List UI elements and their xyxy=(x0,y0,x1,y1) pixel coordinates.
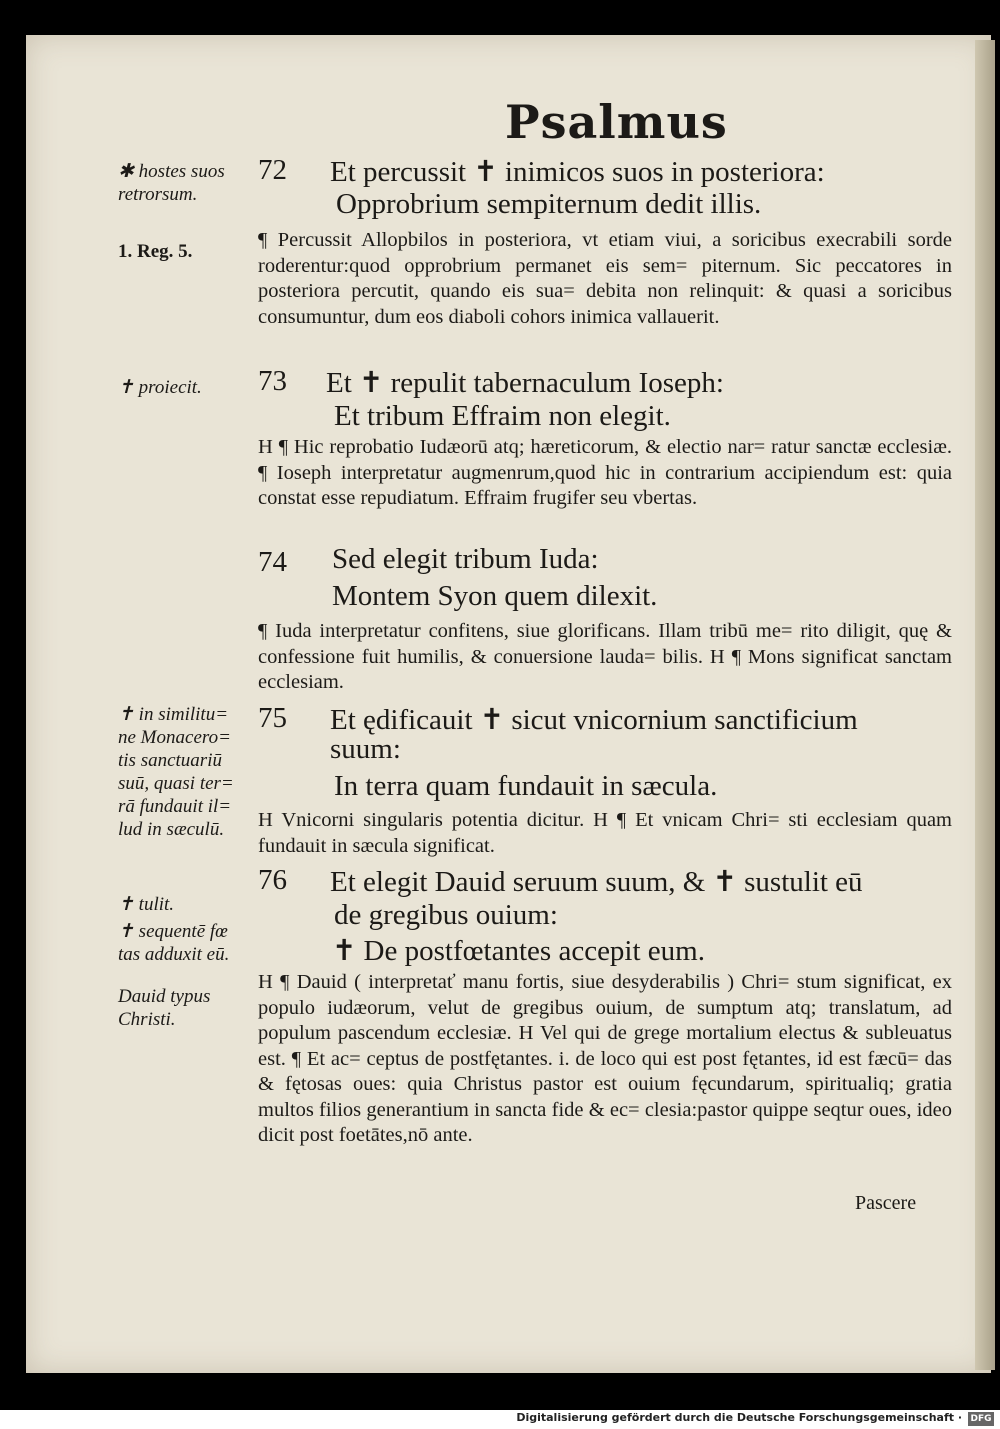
page-header-title: Psalmus xyxy=(505,95,728,149)
verse-line: Et ✝ repulit tabernaculum Ioseph: xyxy=(326,367,724,399)
margin-note-hostes: ✱ hostes suos retrorsum. xyxy=(118,161,225,205)
margin-note-sequente: ✝ sequentē fœ tas adduxit eū. xyxy=(118,921,230,965)
verse-line: Et ędificauit ✝ sicut vnicornium sanctificium xyxy=(330,704,858,736)
verse-line: ✝ De postfœtantes accepit eum. xyxy=(332,935,705,967)
commentary-paragraph: H Vnicorni singularis potentia dicitur. H ¶ Et vnicam Chri= sti ecclesiam quam fundauit in sæcula significat. xyxy=(258,809,952,857)
commentary-paragraph: H ¶ Hic reprobatio Iudæorū atq; hæreticorum, & electio nar= ratur sanctæ ecclesiæ. ¶ Ioseph interpretatur augmenrum,quod hic in contrarium accipiendum est: quia constat esse repudiatum. Effraim frugifer seu vbertas. xyxy=(258,436,952,509)
verse-line: suum: xyxy=(330,733,401,765)
footer-funding-text: Digitalisierung gefördert durch die Deutsche Forschungsgemeinschaft · xyxy=(516,1411,962,1424)
verse-number: 72 xyxy=(258,154,287,186)
verse-line: Montem Syon quem dilexit. xyxy=(332,580,658,612)
verse-line: Et percussit ✝ inimicos suos in posteriora: xyxy=(330,156,825,188)
verse-line: In terra quam fundauit in sæcula. xyxy=(334,770,718,802)
margin-note-similitune: ✝ in similitu= ne Monacero= tis sanctuariū suū, quasi ter= rā fundauit il= lud in sæculū. xyxy=(118,704,234,840)
page-edge xyxy=(975,40,995,1370)
verse-number: 75 xyxy=(258,702,287,734)
commentary-paragraph: ¶ Iuda interpretatur confitens, siue glorificans. Illam tribū me= rito diligit, quę & confessione fuit humilis, & conuersione lauda= bilis. H ¶ Mons significat sanctam ecclesiam. xyxy=(258,620,952,693)
commentary-paragraph: H ¶ Dauid ( interpretať manu fortis, siue desyderabilis ) Chri= stum significat, ex populo iudæorum, velut de gregibus ouium, de sumptum atq; translatum, ad populum pascendum ecclesiæ. H Vel qui de grege mortalium electus & subleuatus est. ¶ Et ac= ceptus de postfętantes. i. de loco qui est post fętantes, id est fæcū= das & fętosas oues: quia Christus pastor est ouium fęcundarum, spiritualiq; gratia multos filios generantium in sancta fide & ec= clesia:pastor quippe seqtur oues, ideo dicit post foetātes,nō ante. xyxy=(258,971,952,1146)
catchword: Pascere xyxy=(855,1192,917,1214)
verse-number: 73 xyxy=(258,365,287,397)
margin-note-proiecit: ✝ proiecit. xyxy=(118,377,202,398)
verse-line: Et tribum Effraim non elegit. xyxy=(334,400,671,432)
verse-number: 74 xyxy=(258,546,287,578)
margin-note-tulit: ✝ tulit. xyxy=(118,894,175,915)
margin-note-reg: 1. Reg. 5. xyxy=(118,241,193,262)
verse-line: Sed elegit tribum Iuda: xyxy=(332,543,599,575)
dfg-logo: DFG xyxy=(968,1412,994,1426)
verse-line: Et elegit Dauid seruum suum, & ✝ sustulit eū xyxy=(330,866,863,898)
verse-line: Opprobrium sempiternum dedit illis. xyxy=(336,188,762,220)
commentary-paragraph: ¶ Percussit Allopbilos in posteriora, vt etiam viui, a soricibus execrabili sorde roderentur:quod opprobrium permanet eis sem= piternum. Sic peccatores in posteriora percutit, quando eis sua= debita non relinquit: & quasi a soricibus consumuntur, dum eos diaboli cohors inimica vallauerit. xyxy=(258,229,952,328)
verse-line: de gregibus ouium: xyxy=(334,899,558,931)
verse-number: 76 xyxy=(258,864,287,896)
margin-note-dauid-typus: Dauid typus Christi. xyxy=(118,986,211,1030)
